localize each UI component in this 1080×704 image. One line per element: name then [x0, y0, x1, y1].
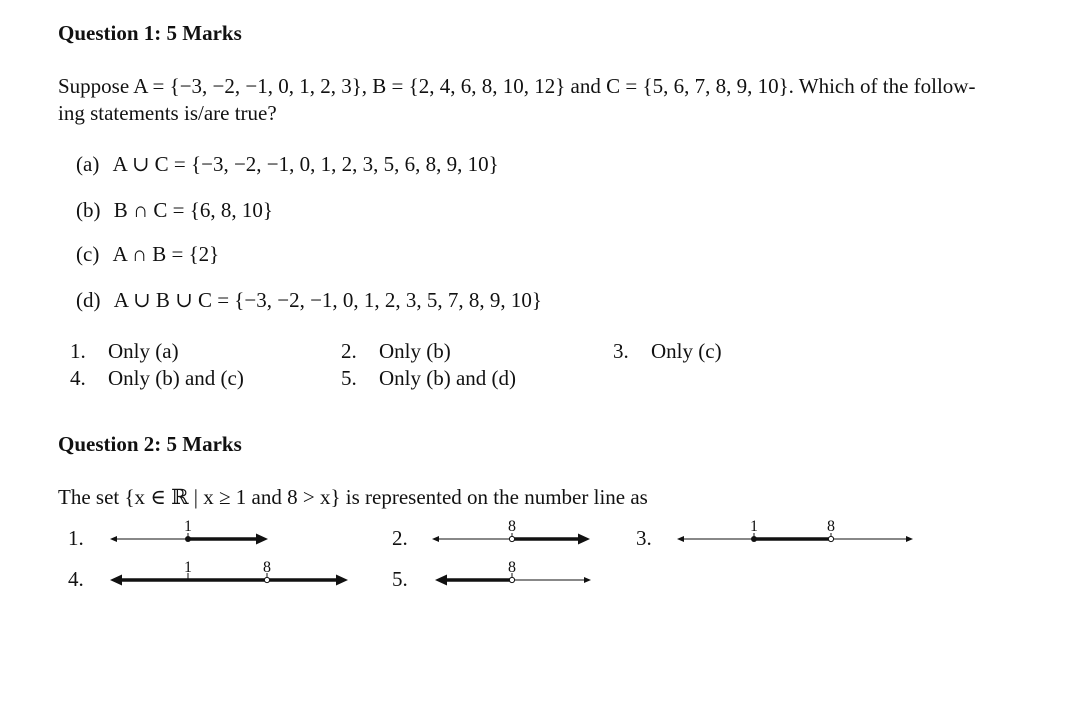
statement-text: A ∪ B ∪ C = {−3, −2, −1, 0, 1, 2, 3, 5, 7, 8, 9, 10}	[113, 288, 542, 312]
q2-choice-2-number[interactable]: 2.	[392, 526, 408, 550]
q2-choice-3-number[interactable]: 3.	[636, 526, 652, 550]
statement-text: A ∩ B = {2}	[112, 242, 220, 266]
right-arrowhead-bold	[336, 575, 348, 586]
q1-choice-5[interactable]	[341, 366, 516, 391]
right-arrowhead	[906, 536, 913, 542]
statement-a	[76, 152, 499, 177]
choice-text: Only (b) and (c)	[108, 366, 244, 390]
choice-number: 4.	[70, 366, 86, 390]
q1-choice-1[interactable]	[70, 339, 179, 364]
statement-label: (a)	[76, 152, 100, 176]
open-dot-8	[509, 536, 514, 541]
choice-number: 3.	[613, 339, 629, 363]
open-dot-8	[264, 577, 269, 582]
right-arrowhead-bold	[578, 534, 590, 545]
statement-text: A ∪ C = {−3, −2, −1, 0, 1, 2, 3, 5, 6, 8, 9, 10}	[112, 152, 499, 176]
right-arrowhead-bold	[256, 534, 268, 545]
open-dot-8	[828, 536, 833, 541]
q2-choice-1-number-line[interactable]	[100, 512, 280, 554]
q1-choice-3[interactable]	[613, 339, 722, 364]
q2-choice-5-number-line[interactable]	[425, 553, 605, 595]
choice-text: Only (b)	[379, 339, 451, 363]
question-1-stem-line-2: ing statements is/are true?	[58, 101, 277, 125]
q2-choice-4-number[interactable]: 4.	[68, 567, 84, 591]
q2-choice-1-number[interactable]: 1.	[68, 526, 84, 550]
statement-d	[76, 288, 542, 313]
left-arrowhead-bold	[110, 575, 122, 586]
question-1-title: Question 1: 5 Marks	[58, 21, 242, 45]
q2-choice-4-number-line[interactable]	[100, 553, 360, 595]
choice-text: Only (c)	[651, 339, 722, 363]
choice-number: 2.	[341, 339, 357, 363]
tick-label-8: 8	[827, 518, 835, 535]
question-2-stem: The set {x ∈ ℝ | x ≥ 1 and 8 > x} is represented on the number line as	[58, 485, 648, 509]
left-arrowhead	[677, 536, 684, 542]
tick-label-8: 8	[508, 518, 516, 535]
tick-label-1: 1	[184, 559, 192, 576]
left-arrowhead	[110, 536, 117, 542]
statement-label: (b)	[76, 198, 101, 222]
q1-choice-4[interactable]	[70, 366, 244, 391]
choice-number: 1.	[70, 339, 86, 363]
tick-label-1: 1	[184, 518, 192, 535]
tick-label-8: 8	[508, 559, 516, 576]
open-dot-8	[509, 577, 514, 582]
statement-b	[76, 198, 273, 223]
statement-label: (c)	[76, 242, 100, 266]
choice-number: 5.	[341, 366, 357, 390]
statement-c	[76, 242, 219, 267]
tick-label-1: 1	[750, 518, 758, 535]
statement-text: B ∩ C = {6, 8, 10}	[113, 198, 273, 222]
right-arrowhead	[584, 577, 591, 583]
choice-text: Only (b) and (d)	[379, 366, 517, 390]
q1-choice-2[interactable]	[341, 339, 451, 364]
choice-text: Only (a)	[108, 339, 179, 363]
statement-label: (d)	[76, 288, 101, 312]
left-arrowhead	[432, 536, 439, 542]
tick-label-8: 8	[263, 559, 271, 576]
q2-choice-2-number-line[interactable]	[425, 512, 605, 554]
q2-choice-3-number-line[interactable]	[670, 512, 920, 554]
question-1-stem-line-1: Suppose A = {−3, −2, −1, 0, 1, 2, 3}, B = {2, 4, 6, 8, 10, 12} and C = {5, 6, 7, 8, 9, 10}. Which of the follow-	[58, 74, 976, 98]
question-2-title: Question 2: 5 Marks	[58, 432, 242, 456]
q2-choice-5-number[interactable]: 5.	[392, 567, 408, 591]
left-arrowhead-bold	[435, 575, 447, 586]
